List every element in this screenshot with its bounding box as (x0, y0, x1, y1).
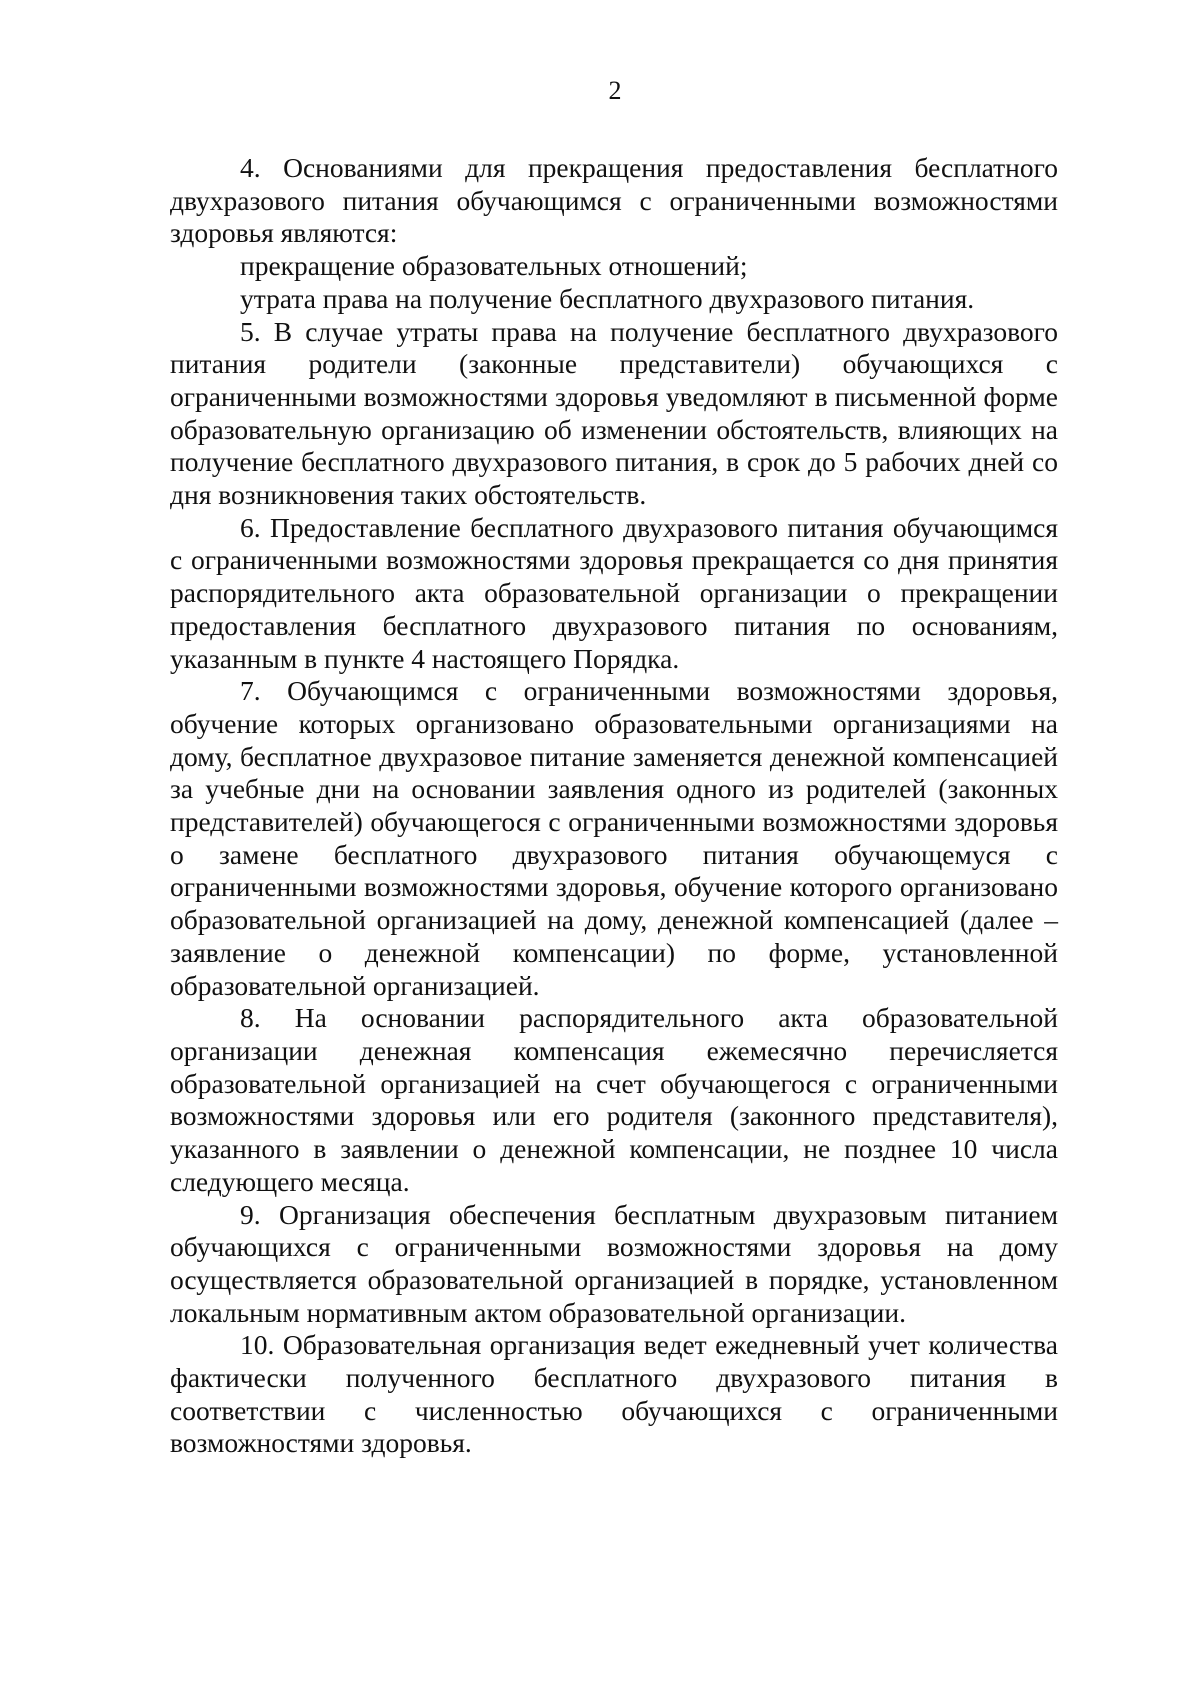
paragraph-5: 5. В случае утраты права на получение бесплатного двухразового питания родители (законные представители) обучающихся с ограниченными возможностями здоровья уведомляют в письменной форме образовательную организацию об изменении обстоятельств, влияющих на получение бесплатного двухразового питания, в срок до 5 рабочих дней со дня возникновения таких обстоятельств. (170, 315, 1058, 511)
paragraph-10: 10. Образовательная организация ведет ежедневный учет количества фактически полученного бесплатного двухразового питания в соответствии с численностью обучающихся с ограниченными возможностями здоровья. (170, 1329, 1058, 1459)
paragraph-4: 4. Основаниями для прекращения предоставления бесплатного двухразового питания обучающимся с ограниченными возможностями здоровья являются: (170, 152, 1058, 249)
paragraph-7: 7. Обучающимся с ограниченными возможностями здоровья, обучение которых организовано образовательными организациями на дому, бесплатное двухразовое питание заменяется денежной компенсацией за учебные дни на основании заявления одного из родителей (законных представителей) обучающегося с ограниченными возможностями здоровья о замене бесплатного двухразового питания обучающемуся с ограниченными возможностями здоровья, обучение которого организовано образовательной организацией на дому, денежной компенсацией (далее – заявление о денежной компенсации) по форме, установленной образовательной организацией. (170, 675, 1058, 1001)
paragraph-8: 8. На основании распорядительного акта образовательной организации денежная компенсация ежемесячно перечисляется образовательной организацией на счет обучающегося с ограниченными возможностями здоровья или его родителя (законного представителя), указанного в заявлении о денежной компенсации, не позднее 10 числа следующего месяца. (170, 1002, 1058, 1197)
paragraph-9: 9. Организация обеспечения бесплатным двухразовым питанием обучающихся с ограниченными возможностями здоровья на дому осуществляется образовательной организацией в порядке, установленном локальным нормативным актом образовательной организации. (170, 1198, 1058, 1328)
paragraph-4-item-1: прекращение образовательных отношений; (240, 250, 748, 282)
page-number: 2 (608, 76, 622, 105)
document-body (170, 152, 1058, 1460)
paragraph-4-item-2: утрата права на получение бесплатного двухразового питания. (240, 282, 975, 314)
paragraph-6: 6. Предоставление бесплатного двухразового питания обучающимся с ограниченными возможностями здоровья прекращается со дня принятия распорядительного акта образовательной организации о прекращении предоставления бесплатного двухразового питания по основаниям, указанным в пункте 4 настоящего Порядка. (170, 511, 1058, 674)
